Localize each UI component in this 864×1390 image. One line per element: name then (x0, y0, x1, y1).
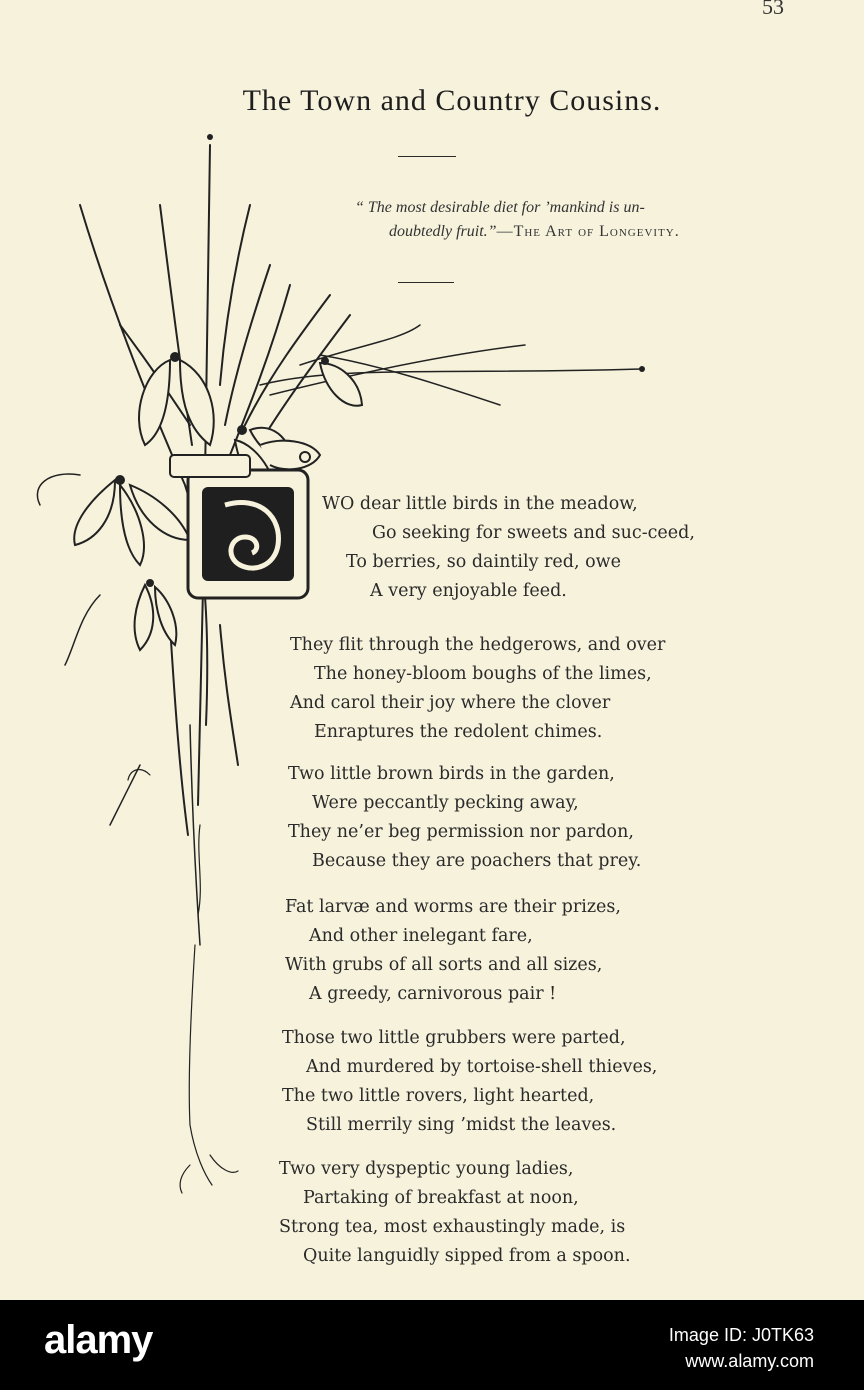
poem-line: With grubs of all sorts and all sizes, (285, 955, 603, 975)
epigraph-line-2: doubtedly fruit.” (389, 223, 497, 240)
epigraph-line-1: “ The most desirable diet for ’mankind is un- (355, 199, 645, 216)
poem-line: Fat larvæ and worms are their prizes, (285, 897, 621, 917)
poem-line: Quite languidly sipped from a spoon. (303, 1246, 631, 1266)
poem-line: Enraptures the redolent chimes. (314, 722, 603, 742)
image-id: Image ID: J0TK63 (668, 1325, 814, 1345)
poem-line: And other inelegant fare, (309, 926, 533, 946)
alamy-logo: alamy (44, 1318, 153, 1362)
poem-line: Those two little grubbers were parted, (282, 1028, 626, 1048)
poem-stanza-2 (290, 631, 665, 747)
poem-line: Go seeking for sweets and suc-ceed, (372, 523, 695, 543)
poem-stanza-4 (285, 893, 621, 1009)
poem-line: Two little brown birds in the garden, (288, 764, 615, 784)
page-title: The Town and Country Cousins. (242, 84, 662, 117)
poem-line: They ne’er beg permission nor pardon, (288, 822, 634, 842)
poem-stanza-1 (322, 490, 695, 606)
poem-line: A greedy, carnivorous pair ! (309, 984, 557, 1004)
poem-line: They flit through the hedgerows, and over (290, 635, 666, 655)
poem-line: The two little rovers, light hearted, (282, 1086, 595, 1106)
poem-line: Because they are poachers that prey. (312, 851, 642, 871)
poem-stanza-3 (288, 760, 641, 876)
poem-line: Partaking of breakfast at noon, (303, 1188, 579, 1208)
epigraph-attribution: —The Art of Longevity. (496, 223, 680, 240)
poem-line: Strong tea, most exhaustingly made, is (279, 1217, 626, 1237)
poem-line: The honey-bloom boughs of the limes, (314, 664, 652, 684)
watermark-site: www.alamy.com (685, 1351, 814, 1371)
watermark-info (669, 1322, 814, 1374)
poem-line: And carol their joy where the clover (290, 693, 611, 713)
poem-line: And murdered by tortoise-shell thieves, (306, 1057, 658, 1077)
page-number: 53 (762, 0, 784, 19)
poem-stanza-5 (282, 1024, 657, 1140)
poem-line: Still merrily sing ’midst the leaves. (306, 1115, 617, 1135)
poem-stanza-6 (279, 1155, 631, 1271)
poem-line: Were peccantly pecking away, (312, 793, 579, 813)
poem-line: Two very dyspeptic young ladies, (279, 1159, 574, 1179)
poem-line: A very enjoyable feed. (370, 581, 567, 601)
poem-line: WO dear little birds in the meadow, (322, 494, 638, 514)
poem-line: To berries, so daintily red, owe (346, 552, 621, 572)
